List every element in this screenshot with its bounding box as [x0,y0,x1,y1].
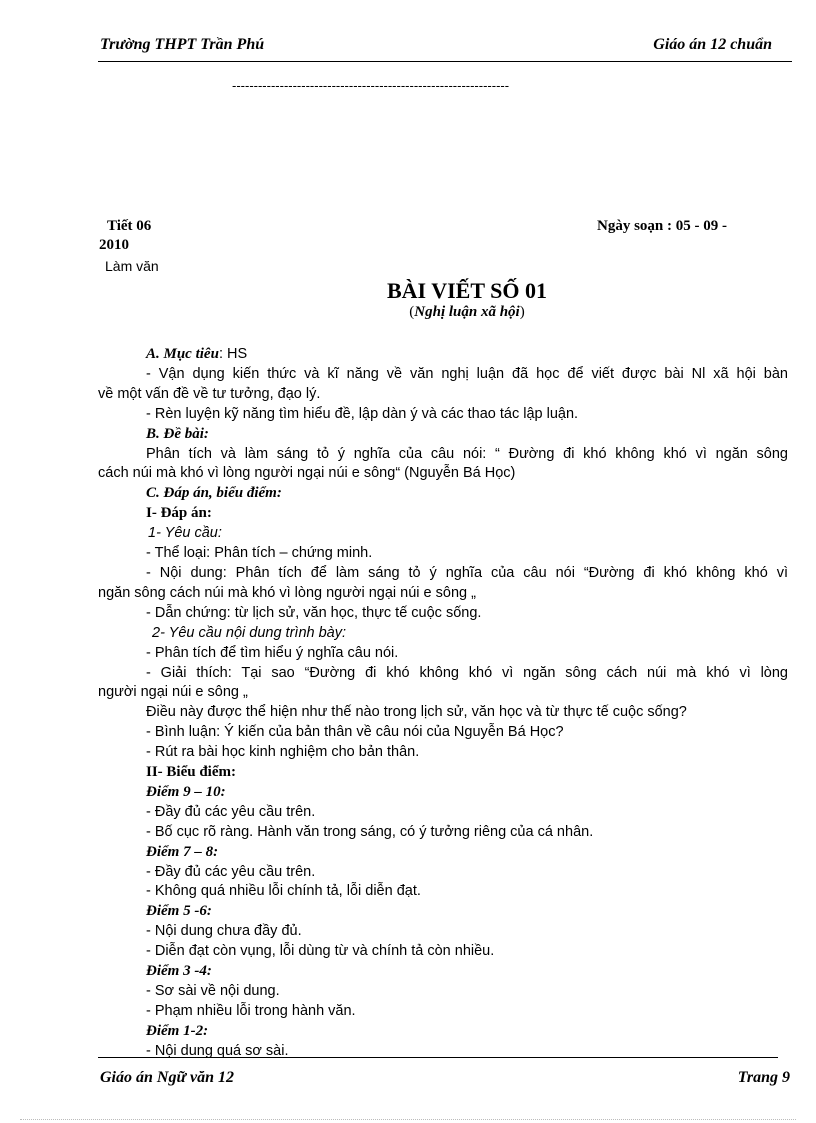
paragraph-line: Phân tích và làm sáng tỏ ý nghĩa của câu nói: “ Đường đi khó không khó vì ngăn sông [146,445,788,462]
grade-band-heading: Điểm 9 – 10: [146,783,226,800]
paragraph-line: - Nội dung chưa đầy đủ. [146,923,302,940]
footer-page-number: Trang 9 [737,1069,790,1086]
paragraph-line: - Nội dung: Phân tích để làm sáng tỏ ý nghĩa của câu nói “Đường đi khó không khó vì [146,564,788,581]
grade-band-heading: Điểm 1-2: [146,1022,209,1039]
lesson-number: Tiết 06 [107,218,152,234]
paragraph-line: - Diễn đạt còn vụng, lỗi dùng từ và chính tả còn nhiều. [146,943,495,960]
paragraph-line: cách núi mà khó vì lòng người ngại núi e sông“ (Nguyễn Bá Học) [98,465,516,482]
section-a-tail: : HS [218,346,248,362]
paragraph-line: - Đầy đủ các yêu cầu trên. [146,863,316,880]
paragraph-line: - Không quá nhiều lỗi chính tả, lỗi diễn đạt. [146,883,421,900]
page-edge-dots [20,1119,796,1120]
paragraph-line: ngăn sông cách núi mà khó vì lòng người ngại núi e sông „ [98,584,476,601]
preparation-year: 2010 [99,237,129,253]
header-school: Trường THPT Trần Phú [100,36,265,53]
section-b-heading: B. Đề bài: [146,425,209,442]
grade-band-heading: Điểm 3 -4: [146,963,212,980]
requirement-2-heading: 2- Yêu cầu nội dung trình bày: [152,624,347,641]
section-a-heading: A. Mục tiêu [146,346,219,362]
document-body [98,345,788,1062]
paragraph-line: - Sơ sài về nội dung. [146,983,280,999]
header-course: Giáo án 12 chuẩn [653,36,772,53]
footer-rule [98,1057,778,1058]
paragraph-line: - Phạm nhiều lỗi trong hành văn. [146,1002,356,1019]
paragraph-line: người ngại núi e sông „ [98,684,248,701]
footer-book-title: Giáo án Ngữ văn 12 [100,1069,235,1086]
paragraph-line: - Vận dụng kiến thức và kĩ năng về văn nghị luận đã học để viết được bài Nl xã hội bàn [146,365,788,382]
paragraph-line: - Đầy đủ các yêu cầu trên. [146,803,316,820]
paragraph-line: - Bố cục rõ ràng. Hành văn trong sáng, có ý tưởng riêng của cá nhân. [146,823,594,840]
section-c-heading: C. Đáp án, biểu điểm: [146,485,282,502]
paragraph-line: - Thể loại: Phân tích – chứng minh. [146,545,373,562]
section-a-heading-line [98,345,788,365]
paragraph-line: - Giải thích: Tại sao “Đường đi khó không khó vì ngăn sông cách núi mà khó vì lòng [146,664,788,681]
grade-band-heading: Điểm 5 -6: [146,903,212,920]
grade-band-heading: Điểm 7 – 8: [146,843,219,860]
subtitle-close: ) [519,304,525,320]
paragraph-line: - Phân tích để tìm hiểu ý nghĩa câu nói. [146,644,399,661]
header-dash-line: ---------------------------------------------------------------- [232,78,510,93]
paragraph-line: - Rèn luyện kỹ năng tìm hiểu đề, lập dàn ý và các thao tác lập luận. [146,405,579,422]
paragraph-line: - Rút ra bài học kinh nghiệm cho bản thân. [146,744,420,761]
requirement-1-heading: 1- Yêu cầu: [148,525,222,542]
paragraph-line: về một vấn đề về tư tưởng, đạo lý. [98,385,321,402]
preparation-date: Ngày soạn : 05 - 09 - [597,218,727,234]
answer-heading: I- Đáp án: [146,505,212,522]
subtitle-open: ( [409,304,415,320]
header-rule [98,61,792,62]
page-subtitle [0,304,816,321]
subtitle-text: Nghị luận xã hội [414,304,520,320]
paragraph-line: - Dẫn chứng: từ lịch sử, văn học, thực tế cuộc sống. [146,604,482,621]
paragraph-line: - Nội dung quá sơ sài. [146,1042,289,1059]
paragraph-line: Điều này được thể hiện như thế nào trong lịch sử, văn học và từ thực tế cuộc sống? [146,704,687,721]
grading-heading: II- Biểu điểm: [146,764,236,781]
page-title: BÀI VIẾT SỐ 01 [387,278,547,303]
subject-label: Làm văn [105,258,159,274]
paragraph-line: - Bình luận: Ý kiến của bản thân về câu nói của Nguyễn Bá Học? [146,724,564,741]
